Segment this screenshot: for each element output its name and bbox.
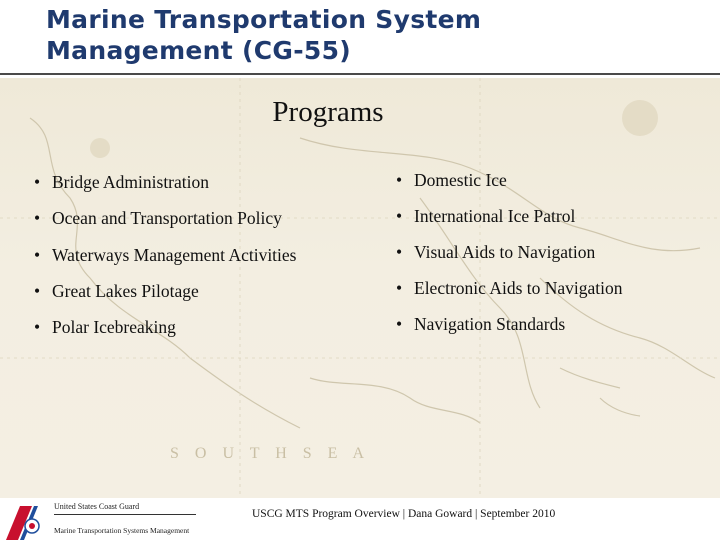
program-label: Domestic Ice xyxy=(414,170,507,190)
org-name: United States Coast Guard xyxy=(54,502,140,511)
list-item xyxy=(396,206,575,227)
bullet: • xyxy=(34,281,41,301)
title-divider xyxy=(0,73,720,75)
bullet: • xyxy=(34,245,41,265)
program-label: Polar Icebreaking xyxy=(52,317,176,337)
list-item xyxy=(396,242,595,263)
program-label: Ocean and Transportation Policy xyxy=(52,208,282,228)
bullet: • xyxy=(396,278,403,298)
bullet: • xyxy=(396,170,403,190)
program-label: Visual Aids to Navigation xyxy=(414,242,596,262)
bullet: • xyxy=(34,172,41,192)
list-item xyxy=(34,317,176,338)
title-line-2: Management (CG-55) xyxy=(46,36,352,65)
list-item xyxy=(34,281,199,302)
bullet: • xyxy=(396,314,403,334)
list-item xyxy=(396,170,507,191)
program-label: Waterways Management Activities xyxy=(52,245,297,265)
list-item xyxy=(34,172,209,193)
slide-title xyxy=(46,4,481,66)
list-item xyxy=(396,278,623,299)
coast-guard-racing-stripe-icon xyxy=(6,506,50,540)
bullet: • xyxy=(396,242,403,262)
program-label: Electronic Aids to Navigation xyxy=(414,278,623,298)
map-label-south-sea: S O U T H S E A xyxy=(170,445,371,462)
org-subtitle: Marine Transportation Systems Management xyxy=(54,526,190,535)
list-item xyxy=(34,245,297,266)
list-item xyxy=(396,314,565,335)
footer-caption: USCG MTS Program Overview | Dana Goward | September 2010 xyxy=(252,508,556,520)
program-label: Great Lakes Pilotage xyxy=(52,281,199,301)
programs-heading: Programs xyxy=(272,96,384,128)
bullet: • xyxy=(34,208,41,228)
bullet: • xyxy=(396,206,403,226)
title-line-1: Marine Transportation System xyxy=(46,5,482,34)
program-label: Navigation Standards xyxy=(414,314,566,334)
list-item xyxy=(34,208,282,229)
bullet: • xyxy=(34,317,41,337)
program-label: Bridge Administration xyxy=(52,172,210,192)
footer-divider xyxy=(54,514,196,515)
program-label: International Ice Patrol xyxy=(414,206,576,226)
